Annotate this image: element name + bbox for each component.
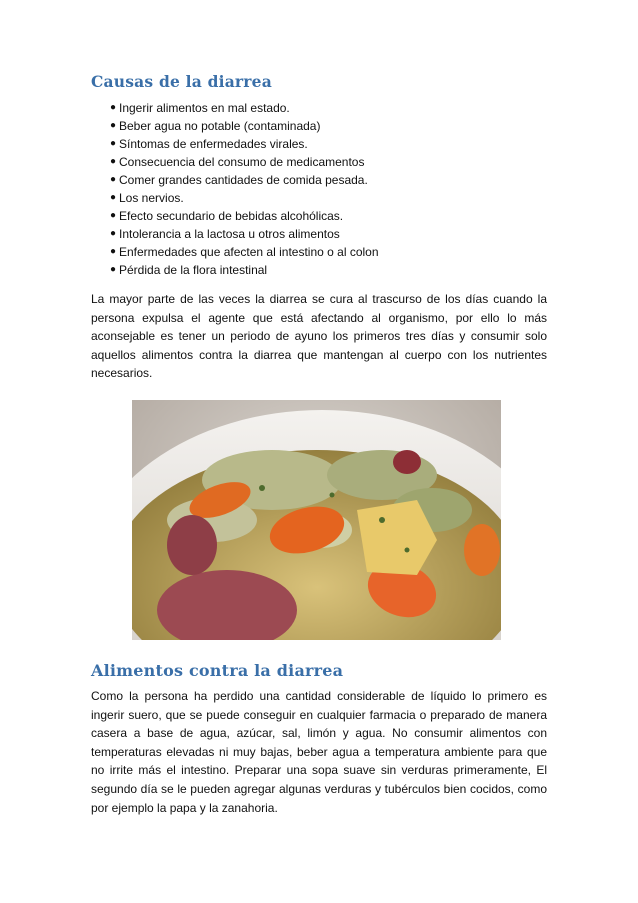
- list-item: ● Los nervios.: [110, 191, 184, 205]
- bullet-icon: ●: [110, 264, 117, 275]
- bullet-icon: ●: [110, 120, 117, 131]
- bullet-icon: ●: [110, 228, 117, 239]
- heading-causas: Causas de la diarrea: [91, 72, 272, 91]
- causes-list: [91, 99, 551, 279]
- list-item: ● Comer grandes cantidades de comida pesada.: [110, 173, 368, 187]
- list-item: ● Pérdida de la flora intestinal: [110, 263, 268, 277]
- stew-photo: [132, 400, 501, 640]
- paragraph-causas: La mayor parte de las veces la diarrea se cura al trascurso de los días cuando la persona expulsa el agente que está afectando al organismo, por ello lo más aconsejable es tener un periodo de ayuno los primeros tres días y consumir solo aquellos alimentos contra la diarrea que mantengan al cuerpo con los nutrientes necesarios.: [91, 292, 547, 381]
- list-item: ● Beber agua no potable (contaminada): [110, 119, 321, 133]
- paragraph-alimentos: Como la persona ha perdido una cantidad considerable de líquido lo primero es ingerir suero, que se puede conseguir en cualquier farmacia o preparado de manera casera a base de agua, azúcar, sal, limón y agua. No consumir alimentos con temperaturas elevadas ni muy bajas, beber agua a temperatura ambiente para que no irrite más el intestino. Preparar una sopa suave sin verduras primeramente, El segundo día se le pueden agregar algunas verduras y tubérculos bien cocidos, como por ejemplo la papa y la zanahoria.: [91, 689, 547, 815]
- bullet-icon: ●: [110, 246, 117, 257]
- bullet-icon: ●: [110, 210, 117, 221]
- list-item: ● Consecuencia del consumo de medicamentos: [110, 155, 365, 169]
- bullet-icon: ●: [110, 138, 117, 149]
- heading-alimentos: Alimentos contra la diarrea: [91, 661, 344, 680]
- list-item: ● Ingerir alimentos en mal estado.: [110, 101, 290, 115]
- bullet-icon: ●: [110, 156, 117, 167]
- bullet-icon: ●: [110, 102, 117, 113]
- list-item: ● Síntomas de enfermedades virales.: [110, 137, 308, 151]
- bullet-icon: ●: [110, 192, 117, 203]
- list-item: ● Efecto secundario de bebidas alcohólicas.: [110, 209, 344, 223]
- list-item: ● Intolerancia a la lactosa u otros alimentos: [110, 227, 340, 241]
- list-item: ● Enfermedades que afecten al intestino o al colon: [110, 245, 379, 259]
- bullet-icon: ●: [110, 174, 117, 185]
